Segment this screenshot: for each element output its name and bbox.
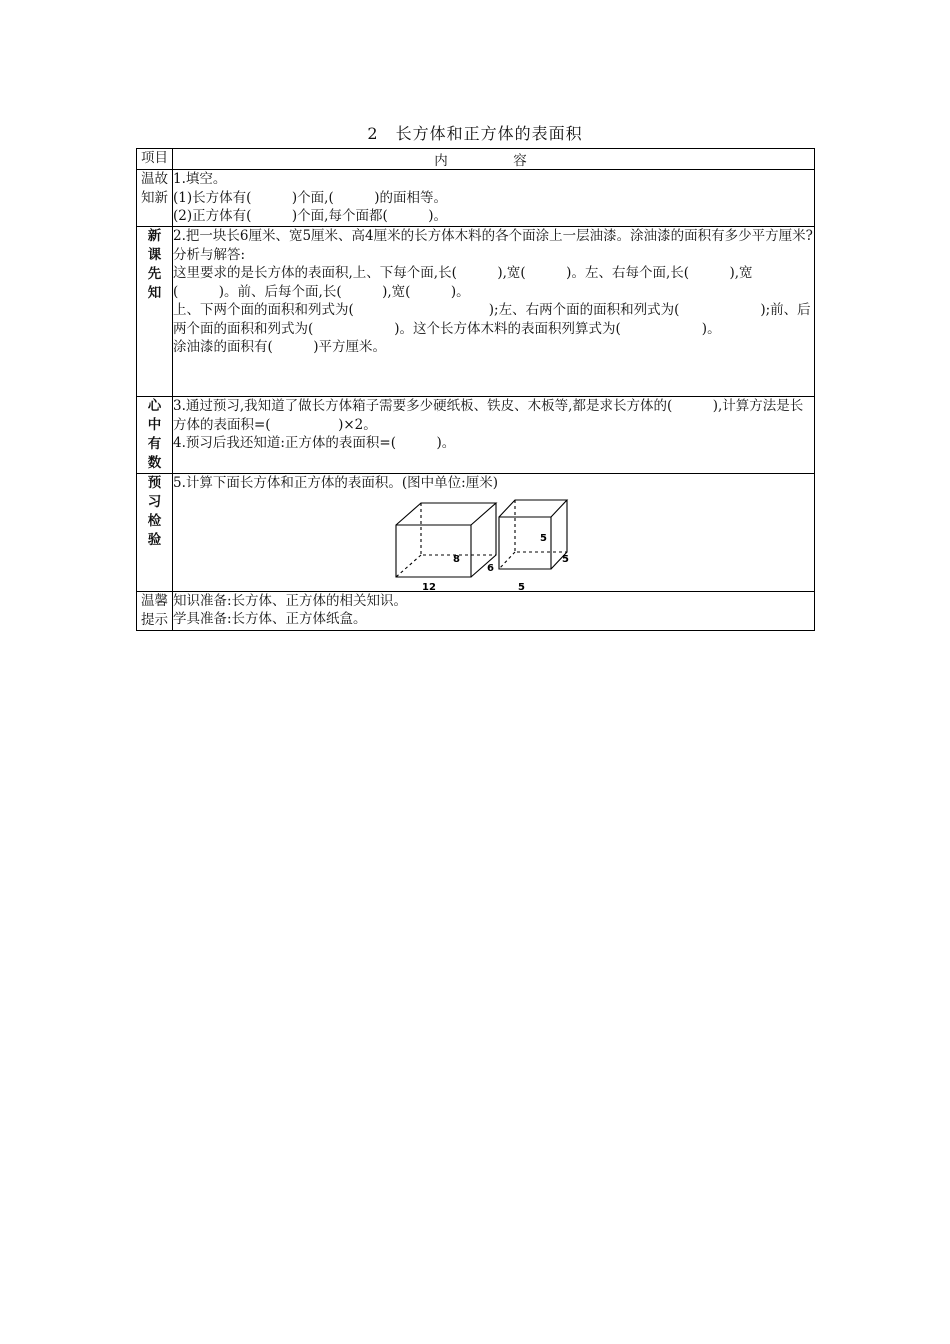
- label-part: 新: [147, 228, 162, 244]
- question-line: 4.预习后我还知道:正方体的表面积=( )。: [173, 435, 456, 451]
- label-part: 检: [147, 513, 162, 529]
- label-part: 温故: [141, 171, 168, 187]
- solids-figure: [391, 497, 581, 591]
- label-part: 验: [147, 532, 162, 548]
- header-item-cell: 项目: [137, 149, 173, 170]
- cube-hidden-edge: [499, 552, 515, 569]
- row-label-review: [137, 170, 173, 227]
- question-line: 5.计算下面长方体和正方体的表面积。(图中单位:厘米): [173, 475, 498, 491]
- cuboid-length-label: 12: [422, 581, 436, 591]
- header-content-cell: 内 容: [173, 149, 815, 170]
- question-line: 涂油漆的面积有( )平方厘米。: [173, 339, 387, 355]
- question-line: 3.通过预习,我知道了做长方体箱子需要多少硬纸板、铁皮、木板等,都是求长方体的( ),计算方法是长方体的表面积=( )×2。: [173, 398, 804, 433]
- question-line: 上、下两个面的面积和列式为( );左、右两个面的面积和列式为( );前、后两个面的面积和列式为( )。这个长方体木料的表面积列算式为( )。: [173, 302, 811, 337]
- question-line: (1)长方体有( )个面,( )的面相等。: [173, 189, 447, 206]
- label-part: 提示: [141, 611, 168, 628]
- cube-length-label: 5: [518, 581, 525, 591]
- row-content-new-lesson: [173, 227, 815, 397]
- row-label-preview-check: [137, 474, 173, 592]
- row-content-preview-check: [173, 474, 815, 592]
- row-label-understanding: [137, 397, 173, 474]
- table-row-new-lesson: [137, 227, 815, 397]
- cuboid-hidden-edges: [421, 503, 496, 555]
- row-content-review: [173, 170, 815, 227]
- cuboid-top-edges: [396, 503, 496, 525]
- label-part: 习: [147, 494, 162, 510]
- label-part: 预: [147, 475, 162, 491]
- label-part: 中: [147, 417, 162, 433]
- cube-top-edges: [499, 500, 567, 517]
- row-label-tips: [137, 591, 173, 630]
- label-part: 有: [147, 436, 162, 452]
- cube-figure: [499, 500, 567, 569]
- cube-height-label: 5: [540, 532, 547, 544]
- table-row-review: [137, 170, 815, 227]
- table-row-understanding: [137, 397, 815, 474]
- cuboid-height-label: 8: [453, 553, 460, 565]
- row-content-tips: [173, 591, 815, 630]
- table-row-preview-check: [137, 474, 815, 592]
- label-part: 知: [147, 285, 162, 301]
- question-line: 1.填空。: [173, 171, 227, 187]
- row-content-understanding: [173, 397, 815, 474]
- label-part: 温馨: [141, 592, 168, 609]
- question-line: (2)正方体有( )个面,每个面都( )。: [173, 208, 447, 224]
- row-label-new-lesson: [137, 227, 173, 397]
- question-line: 这里要求的是长方体的表面积,上、下每个面,长( ),宽( )。左、右每个面,长( ),宽( )。前、后每个面,长( ),宽( )。: [173, 265, 753, 300]
- table-row-tips: [137, 591, 815, 630]
- cuboid-width-label: 6: [487, 562, 494, 574]
- worksheet-table: [136, 148, 815, 631]
- worksheet-title: 2 长方体和正方体的表面积: [367, 124, 583, 143]
- cuboid-hidden-edge: [396, 555, 421, 577]
- label-part: 课: [147, 247, 162, 263]
- cube-width-label: 5: [562, 553, 569, 565]
- question-line: 2.把一块长6厘米、宽5厘米、高4厘米的长方体木料的各个面涂上一层油漆。涂油漆的面积有多少平方厘米?: [173, 228, 813, 244]
- cuboid-front-face: [396, 525, 471, 577]
- label-part: 先: [147, 266, 162, 282]
- label-part: 心: [147, 398, 162, 414]
- tip-line: 知识准备:长方体、正方体的相关知识。: [173, 592, 408, 609]
- label-part: 知新: [141, 190, 168, 206]
- table-header-row: [137, 149, 815, 170]
- question-line: 分析与解答:: [173, 246, 246, 263]
- cuboid-figure: [396, 503, 496, 577]
- tip-line: 学具准备:长方体、正方体纸盒。: [173, 611, 367, 627]
- label-part: 数: [147, 455, 162, 471]
